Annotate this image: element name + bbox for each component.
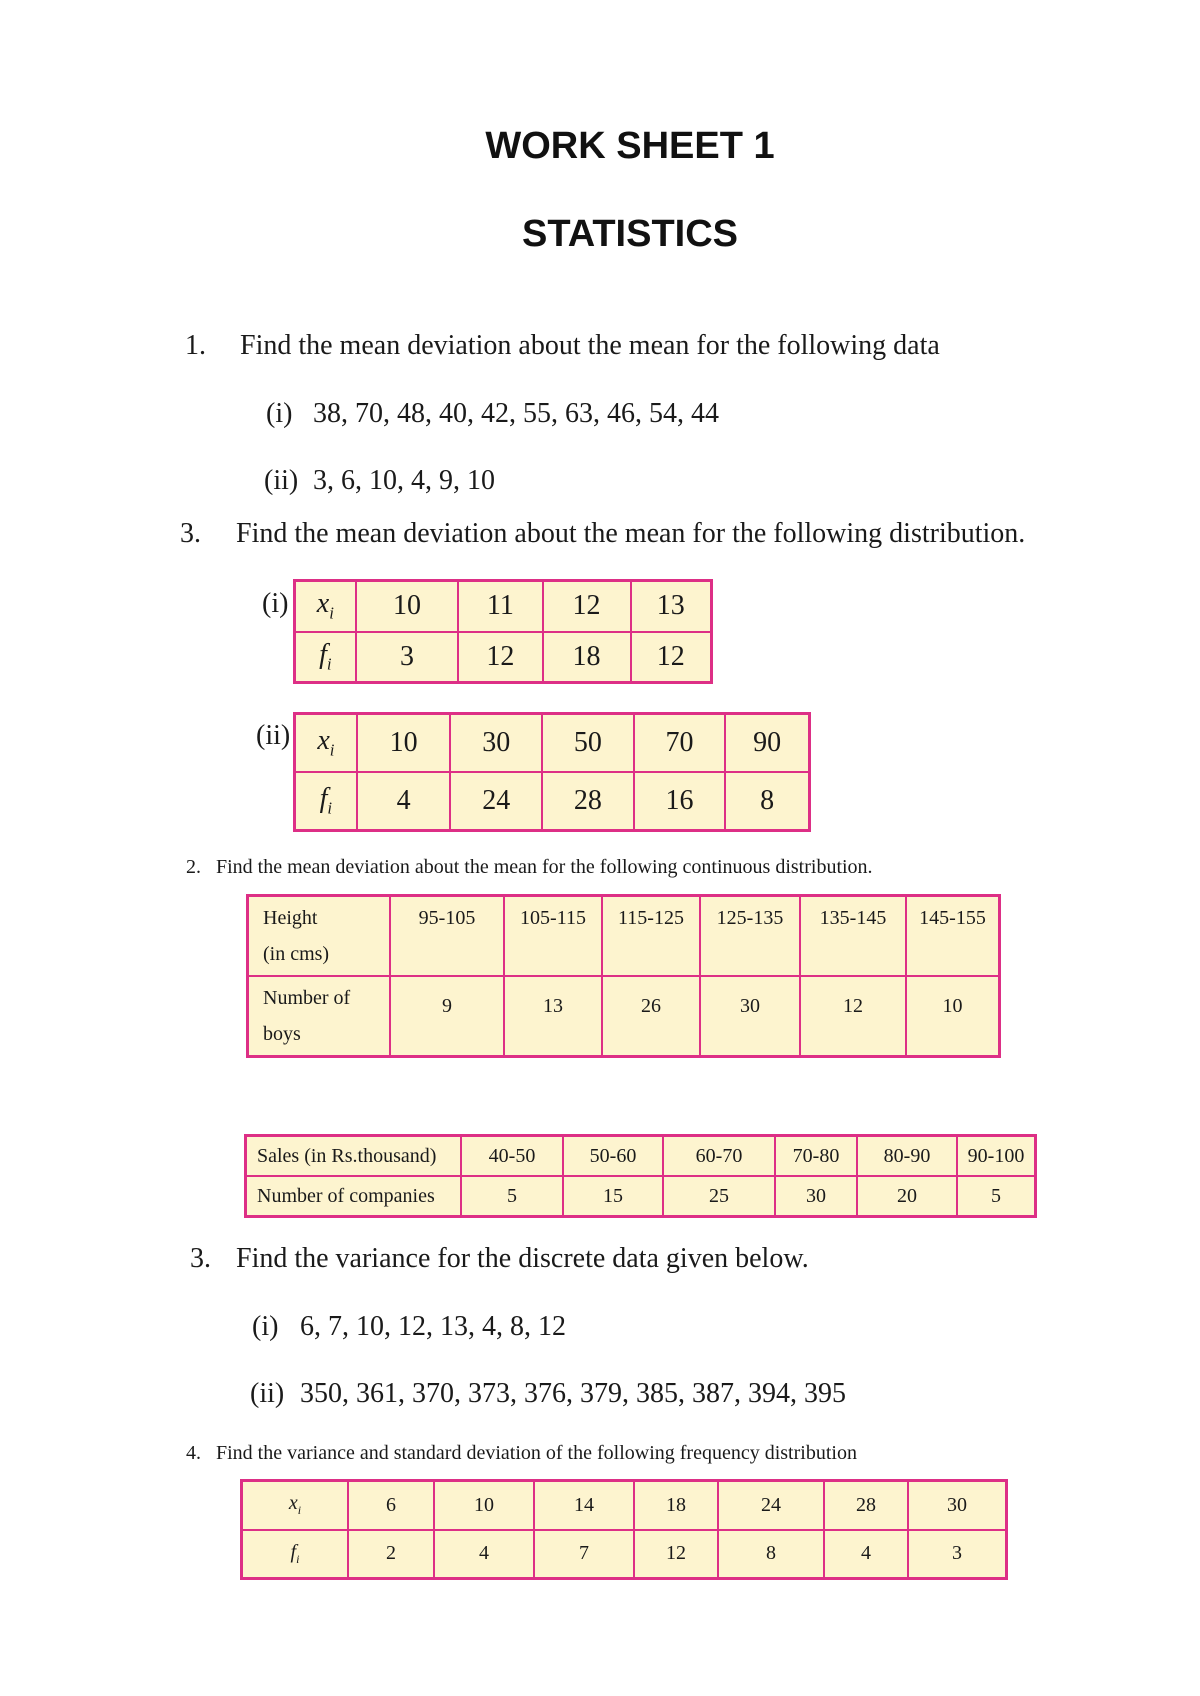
table-cell: 6	[348, 1481, 434, 1530]
table-cell: 70	[634, 714, 726, 773]
table-cell: 10	[906, 976, 1000, 1057]
height-label: Height	[263, 907, 318, 929]
table-row	[295, 772, 810, 831]
table-cell: 30	[908, 1481, 1007, 1530]
q3a-number: 3.	[180, 518, 201, 549]
table-cell: 4	[824, 1530, 908, 1579]
table-cell: 145-155	[906, 896, 1000, 977]
table-cell: 90	[725, 714, 809, 773]
table-cell: 30	[450, 714, 542, 773]
q2-table	[246, 894, 1001, 1058]
q2-text: Find the mean deviation about the mean for the following continuous distribution.	[216, 856, 873, 878]
height-unit: (in cms)	[263, 943, 330, 965]
q3b-part-ii-label: (ii)	[250, 1378, 285, 1409]
q3a-table1	[293, 579, 713, 684]
table-cell: 28	[824, 1481, 908, 1530]
table-cell: 70-80	[775, 1136, 857, 1177]
table-cell: 18	[634, 1481, 718, 1530]
table-cell: 14	[534, 1481, 634, 1530]
table-cell: 60-70	[663, 1136, 775, 1177]
sales-table	[244, 1134, 1037, 1218]
table-cell: 20	[857, 1176, 957, 1217]
q3b-text: Find the variance for the discrete data given below.	[236, 1243, 809, 1274]
table-cell: 30	[775, 1176, 857, 1217]
table-cell: 4	[357, 772, 451, 831]
worksheet-subtitle: STATISTICS	[521, 213, 739, 255]
table-cell: 10	[357, 714, 451, 773]
table-cell: 16	[634, 772, 726, 831]
table-cell: 12	[800, 976, 906, 1057]
table-cell: 3	[908, 1530, 1007, 1579]
q3b-part-ii-data: 350, 361, 370, 373, 376, 379, 385, 387, 394, 395	[300, 1378, 846, 1409]
x-header-cell: $x_i$	[295, 581, 356, 632]
table-cell: 24	[718, 1481, 824, 1530]
q3b-number: 3.	[190, 1243, 211, 1274]
x-header-cell: $x_i$	[295, 714, 357, 773]
f-header-cell: $f_i$	[242, 1530, 349, 1579]
table-cell: 18	[543, 632, 631, 683]
table-cell: 40-50	[461, 1136, 563, 1177]
table-row	[242, 1481, 1007, 1530]
table-cell: 12	[634, 1530, 718, 1579]
f-header-cell: $f_i$	[295, 632, 356, 683]
table-row	[295, 632, 712, 683]
q1-number: 1.	[185, 330, 206, 361]
table-cell: 13	[631, 581, 712, 632]
table-cell: 25	[663, 1176, 775, 1217]
table-cell: 10	[356, 581, 459, 632]
table-cell: 50-60	[563, 1136, 663, 1177]
table-cell: 50	[542, 714, 634, 773]
table-cell: 115-125	[602, 896, 700, 977]
table-cell: 125-135	[700, 896, 800, 977]
table-row	[248, 976, 1000, 1057]
table-cell: 3	[356, 632, 459, 683]
table-cell: 11	[458, 581, 542, 632]
table-cell: 28	[542, 772, 634, 831]
q3a-table2	[293, 712, 811, 832]
height-header-cell	[248, 896, 391, 977]
table-cell: 7	[534, 1530, 634, 1579]
q1-text: Find the mean deviation about the mean for the following data	[240, 330, 940, 361]
boys-label: Number of	[263, 987, 351, 1009]
table-cell: 4	[434, 1530, 534, 1579]
boys-header-cell	[248, 976, 391, 1057]
q3a-text: Find the mean deviation about the mean for the following distribution.	[236, 518, 1026, 549]
table-row	[295, 714, 810, 773]
x-header-cell: $x_i$	[242, 1481, 349, 1530]
boys-label-2: boys	[263, 1023, 301, 1045]
table-cell: 135-145	[800, 896, 906, 977]
table-row	[295, 581, 712, 632]
table-cell: 30	[700, 976, 800, 1057]
table-cell: 12	[543, 581, 631, 632]
table-cell: 15	[563, 1176, 663, 1217]
worksheet-title: WORK SHEET 1	[485, 125, 775, 167]
table-row	[242, 1530, 1007, 1579]
q1-part-ii-label: (ii)	[264, 465, 299, 496]
q3a-table2-label: (ii)	[256, 720, 291, 751]
q3b-part-i-data: 6, 7, 10, 12, 13, 4, 8, 12	[300, 1311, 566, 1342]
table-row	[248, 896, 1000, 977]
q3a-table1-label: (i)	[262, 588, 289, 619]
table-cell: 12	[458, 632, 542, 683]
table-cell: 2	[348, 1530, 434, 1579]
table-cell: 95-105	[390, 896, 504, 977]
q4-text: Find the variance and standard deviation of the following frequency distribution	[216, 1442, 857, 1464]
table-cell: 80-90	[857, 1136, 957, 1177]
q1-part-ii-data: 3, 6, 10, 4, 9, 10	[313, 465, 495, 496]
table-cell: 12	[631, 632, 712, 683]
table-cell: 13	[504, 976, 602, 1057]
f-header-cell: $f_i$	[295, 772, 357, 831]
q2-number: 2.	[186, 856, 201, 878]
table-cell: 8	[725, 772, 809, 831]
companies-row-label: Number of companies	[246, 1176, 462, 1217]
table-cell: 10	[434, 1481, 534, 1530]
table-cell: 8	[718, 1530, 824, 1579]
q1-part-i-data: 38, 70, 48, 40, 42, 55, 63, 46, 54, 44	[313, 398, 719, 429]
q1-part-i-label: (i)	[266, 398, 293, 429]
q4-number: 4.	[186, 1442, 201, 1464]
table-cell: 90-100	[957, 1136, 1036, 1177]
table-cell: 105-115	[504, 896, 602, 977]
table-cell: 9	[390, 976, 504, 1057]
table-row	[246, 1136, 1036, 1177]
table-cell: 5	[957, 1176, 1036, 1217]
sales-row-label: Sales (in Rs.thousand)	[246, 1136, 462, 1177]
q3b-part-i-label: (i)	[252, 1311, 279, 1342]
table-cell: 5	[461, 1176, 563, 1217]
table-cell: 26	[602, 976, 700, 1057]
table-row	[246, 1176, 1036, 1217]
q4-table	[240, 1479, 1008, 1580]
table-cell: 24	[450, 772, 542, 831]
